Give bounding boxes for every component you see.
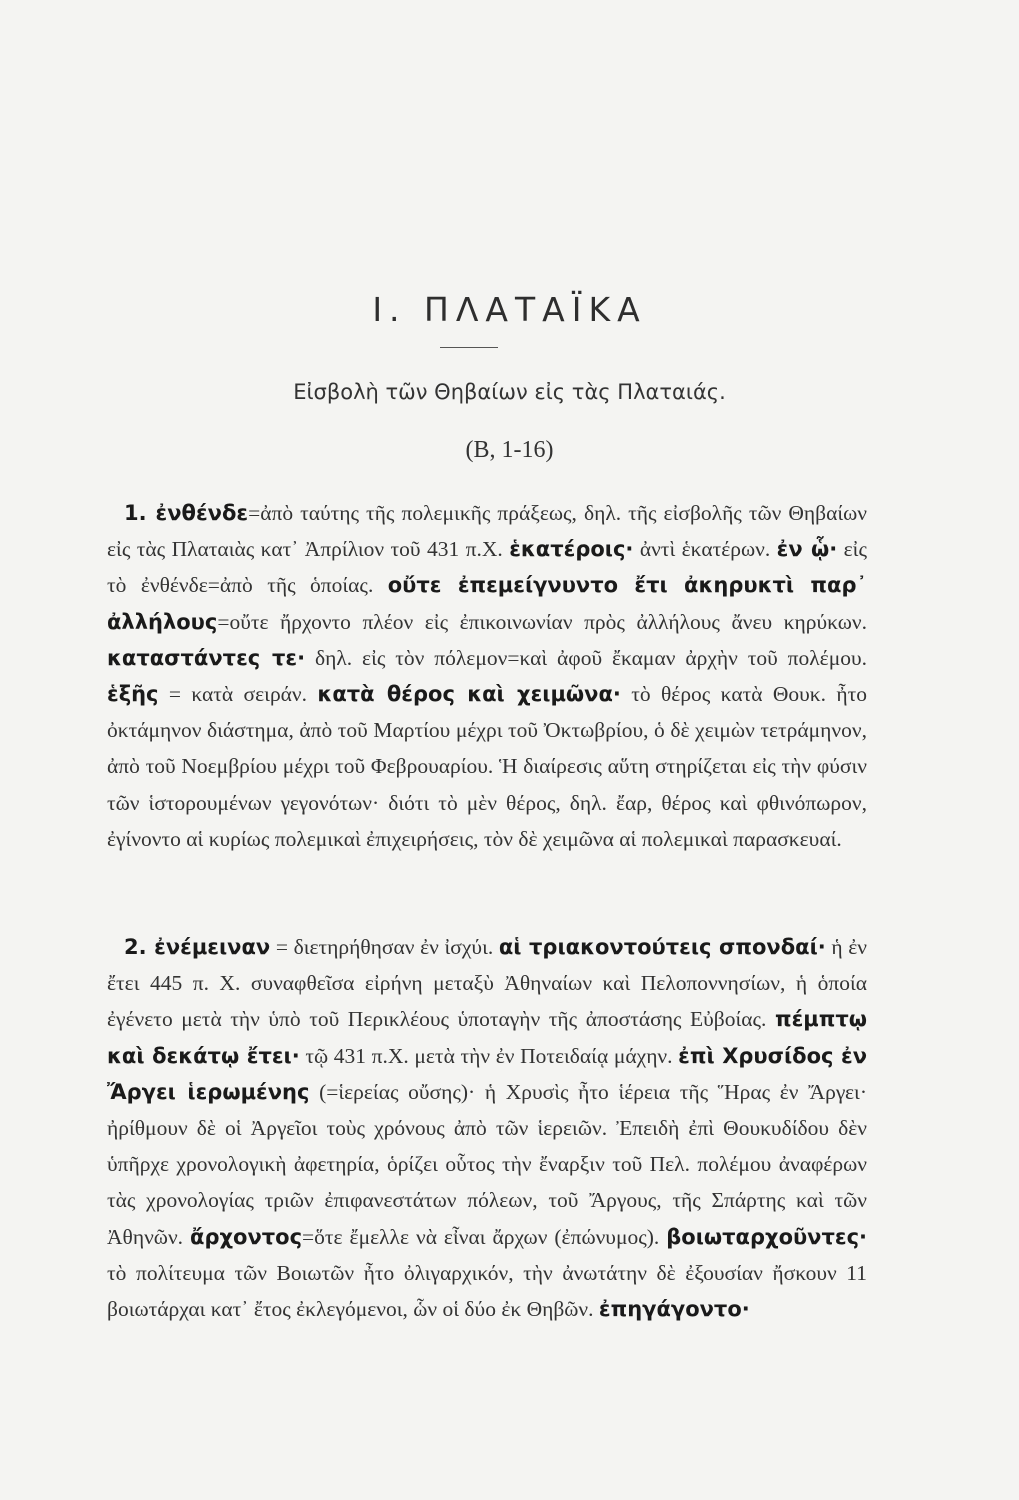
commentary-text: = κατὰ σειράν.	[158, 682, 318, 707]
commentary-text: τὸ θέρος κατὰ Θουκ. ἦτο ὀκτάμηνον διάστημα, ἀπὸ τοῦ Μαρτίου μέχρι τοῦ Ὀκτωβρίου, ὁ δὲ χειμὼν τετράμηνον, ἀπὸ τοῦ Νοεμβρίου μέχρι τοῦ Φεβρουαρίου. Ἡ διαίρεσις αὕτη στηρίζεται εἰς τὴν φύσιν τῶν ἱστορουμένων γεγονότων· διότι τὸ μὲν θέρος, δηλ. ἔαρ, θέρος καὶ φθινόπωρον, ἐγίνοντο αἱ κυρίως πολεμικαὶ ἐπιχειρήσεις, τὸν δὲ χειμῶνα αἱ πολεμικαὶ παρασκευαί.	[107, 682, 867, 851]
lemma: ἑξῆς	[107, 682, 159, 707]
lemma: ἄρχοντος	[190, 1224, 303, 1249]
chapter-subtitle: Εἰσβολὴ τῶν Θηβαίων εἰς τὰς Πλαταιάς.	[293, 380, 726, 404]
lemma: 1. ἐνθένδε	[124, 501, 249, 525]
commentary-text: ἡ ἐν ἔτει 445 π. Χ. συναφθεῖσα εἰρήνη μεταξὺ Ἀθηναίων καὶ Πελοποννησίων, ἡ ὁποία ἐγένετο μετὰ τὴν ὑπὸ τοῦ Περικλέους ὑποταγὴν τῆς ἀποστάσης Εὐβοίας.	[107, 935, 867, 1032]
lemma: πέμπτῳ καὶ δεκάτῳ ἔτει·	[107, 1007, 867, 1068]
chapter-title: I. ΠΛΑΤΑΪΚΑ	[372, 290, 647, 330]
commentary-text: =ὅτε ἔμελλε νὰ εἶναι ἄρχων (ἐπώνυμος).	[302, 1224, 667, 1249]
lemma: 2. ἐνέμειναν	[124, 935, 271, 959]
lemma: βοιωταρχοῦντες·	[666, 1224, 867, 1249]
text-reference: (Β, 1-16)	[465, 437, 554, 463]
lemma: οὔτε ἐπεμείγνυντο ἔτι ἀκηρυκτὶ παρ᾿ ἀλλήλους	[107, 573, 868, 634]
commentary-text: =ἀπὸ ταύτης τῆς πολεμικῆς πράξεως, δηλ. τῆς εἰσβολῆς τῶν Θηβαίων εἰς τὰς Πλαταιὰς κατ᾿ Ἀπρίλιον τοῦ 431 π.Χ.	[107, 501, 867, 562]
commentary-text: =οὔτε ἤρχοντο πλέον εἰς ἐπικοινωνίαν πρὸς ἀλλήλους ἄνευ κηρύκων.	[217, 609, 867, 634]
commentary-text: τὸ πολίτευμα τῶν Βοιωτῶν ἦτο ὀλιγαρχικόν, τὴν ἀνωτάτην δὲ ἐξουσίαν ἤσκουν 11 βοιωτάρχαι κατ᾿ ἔτος ἐκλεγόμενοι, ὧν οἱ δύο ἐκ Θηβῶν.	[107, 1260, 867, 1322]
commentary-text: τῷ 431 π.Χ. μετὰ τὴν ἐν Ποτειδαίᾳ μάχην.	[299, 1043, 679, 1068]
lemma: ἐν ᾧ·	[776, 537, 838, 562]
lemma: ἐπὶ Χρυσίδος ἐν Ἄργει ἱερωμένης	[107, 1043, 867, 1104]
commentary-text: δηλ. εἰς τὸν πόλεμον=καὶ ἀφοῦ ἔκαμαν ἀρχὴν τοῦ πολέμου.	[305, 645, 867, 670]
lemma: αἱ τριακοντούτεις σπονδαί·	[498, 935, 826, 959]
commentary-paragraph-2	[107, 929, 867, 1327]
commentary-text: = διετηρήθησαν ἐν ἰσχύι.	[270, 935, 499, 959]
commentary-text: εἰς τὸ ἐνθένδε=ἀπὸ τῆς ὁποίας.	[107, 537, 867, 598]
lemma: καταστάντες τε·	[107, 645, 306, 670]
lemma: κατὰ θέρος καὶ χειμῶνα·	[317, 682, 621, 707]
commentary-text: (=ἱερείας οὔσης)· ἡ Χρυσὶς ἦτο ἱέρεια τῆς Ἥρας ἐν Ἄργει· ἠρίθμουν δὲ οἱ Ἀργεῖοι τοὺς χρόνους ἀπὸ τῶν ἱερειῶν. Ἐπειδὴ ἐπὶ Θουκυδίδου δὲν ὑπῆρχε χρονολογικὴ ἀφετηρία, ὁρίζει οὗτος τὴν ἔναρξιν τοῦ Πελ. πολέμου ἀναφέρων τὰς χρονολογίας τριῶν ἐπιφανεστάτων πόλεων, τοῦ Ἄργους, τῆς Σπάρτης καὶ τῶν Ἀθηνῶν.	[107, 1079, 867, 1249]
title-divider	[440, 347, 498, 348]
commentary-paragraph-1	[107, 495, 867, 857]
lemma: ἐπηγάγοντο·	[598, 1297, 750, 1322]
lemma: ἑκατέροις·	[509, 537, 634, 562]
commentary-text: ἀντὶ ἑκατέρων.	[633, 537, 777, 562]
